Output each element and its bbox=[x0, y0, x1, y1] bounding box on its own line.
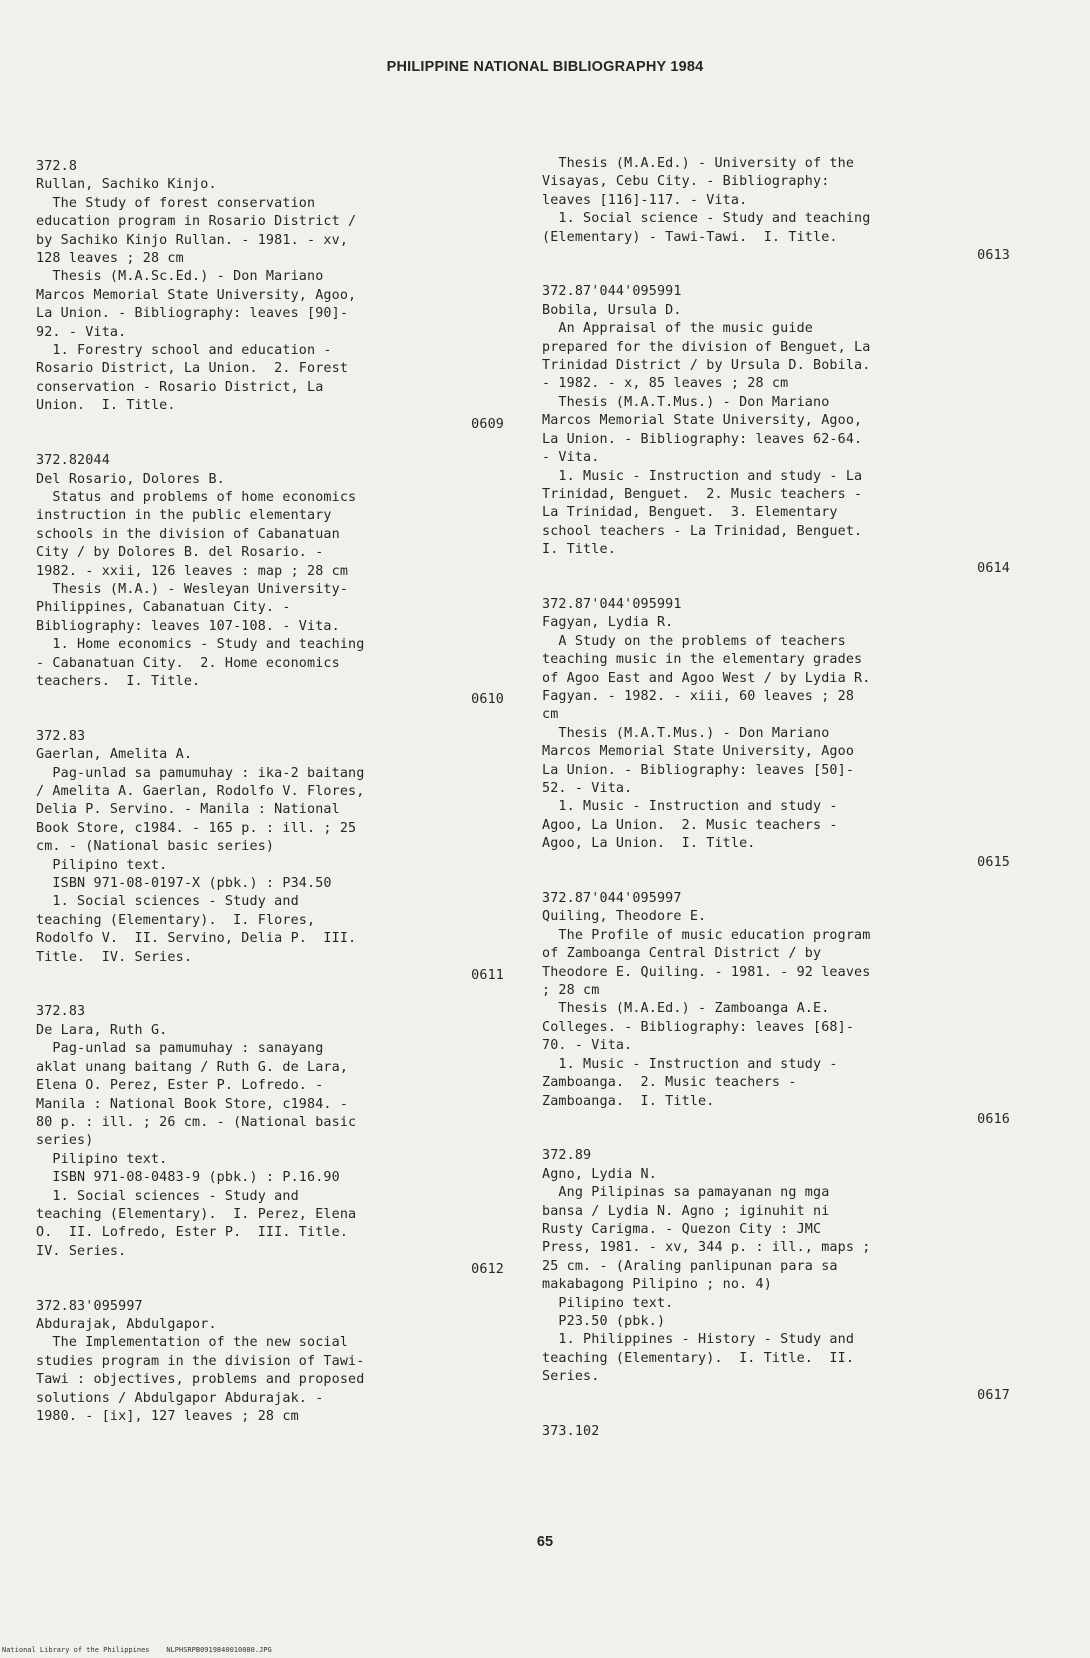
entry-text-line: 92. - Vita. bbox=[36, 324, 127, 340]
entry-text-line: Thesis (M.A.Sc.Ed.) - Don Mariano bbox=[36, 269, 324, 285]
entry-text-line: City / by Dolores B. del Rosario. - bbox=[36, 545, 324, 561]
entry-text-line: La Union. - Bibliography: leaves 62-64. bbox=[542, 431, 863, 447]
entry-text-line: I. Title. bbox=[542, 542, 616, 558]
entry-text-line: school teachers - La Trinidad, Benguet. bbox=[542, 523, 863, 539]
entry-text-line: of Zamboanga Central District / by bbox=[542, 946, 822, 962]
bibliography-entry bbox=[542, 890, 1012, 1129]
bibliography-entry bbox=[542, 283, 1012, 578]
entry-text-line: La Trinidad, Benguet. 3. Elementary bbox=[542, 505, 838, 521]
entry-text-line: Bibliography: leaves 107-108. - Vita. bbox=[36, 618, 340, 634]
class-number: 372.83 bbox=[36, 728, 86, 744]
entry-text-line: Theodore E. Quiling. - 1981. - 92 leaves bbox=[542, 964, 871, 980]
bibliography-entry bbox=[542, 596, 1012, 872]
bibliography-entry bbox=[542, 1147, 1012, 1405]
entry-text-line: La Union. - Bibliography: leaves [90]- bbox=[36, 306, 349, 322]
class-number: 372.82044 bbox=[36, 453, 110, 469]
right-column bbox=[542, 155, 1012, 1441]
entry-text-line: 70. - Vita. bbox=[542, 1038, 633, 1054]
bibliography-entry bbox=[36, 728, 506, 986]
entry-text-line: An Appraisal of the music guide bbox=[542, 321, 813, 337]
entry-text-line: Trinidad, Benguet. 2. Music teachers - bbox=[542, 486, 863, 502]
entry-text-line: Fagyan. - 1982. - xiii, 60 leaves ; 28 bbox=[542, 688, 855, 704]
entry-text-line: of Agoo East and Agoo West / by Lydia R. bbox=[542, 670, 871, 686]
entry-author: Quiling, Theodore E. bbox=[542, 909, 707, 925]
page-number: 65 bbox=[536, 1534, 554, 1550]
entry-text-line: instruction in the public elementary bbox=[36, 508, 332, 524]
entry-text-line: Rodolfo V. II. Servino, Delia P. III. bbox=[36, 931, 357, 947]
entry-text-line: La Union. - Bibliography: leaves [50]- bbox=[542, 762, 855, 778]
entry-text-line: Thesis (M.A.) - Wesleyan University- bbox=[36, 581, 349, 597]
entry-text-line: Thesis (M.A.T.Mus.) - Don Mariano bbox=[542, 394, 830, 410]
entry-text-line: prepared for the division of Benguet, La bbox=[542, 339, 871, 355]
entry-text-line: 1. Music - Instruction and study - bbox=[542, 1056, 838, 1072]
entry-number: 0614 bbox=[977, 560, 1010, 576]
entry-text-line: schools in the division of Cabanatuan bbox=[36, 526, 340, 542]
entry-text-line: cm bbox=[542, 707, 559, 723]
entry-number: 0615 bbox=[977, 854, 1010, 870]
entry-text-line: Book Store, c1984. - 165 p. : ill. ; 25 bbox=[36, 820, 357, 836]
entry-text-line: Pilipino text. bbox=[36, 857, 168, 873]
entry-text-line: Rusty Carigma. - Quezon City : JMC bbox=[542, 1221, 822, 1237]
class-number: 372.83 bbox=[36, 1004, 86, 1020]
entry-text-line: - Cabanatuan City. 2. Home economics bbox=[36, 655, 340, 671]
entry-text-line: The Profile of music education program bbox=[542, 927, 871, 943]
entry-author: De Lara, Ruth G. bbox=[36, 1022, 168, 1038]
entry-text-line: - Vita. bbox=[542, 450, 600, 466]
entry-text-line: 1. Music - Instruction and study - bbox=[542, 799, 838, 815]
bibliography-entry bbox=[542, 155, 1012, 265]
entry-text-line: education program in Rosario District / bbox=[36, 214, 357, 230]
entry-text-line: 1. Music - Instruction and study - La bbox=[542, 468, 863, 484]
entry-text-line: IV. Series. bbox=[36, 1243, 127, 1259]
entry-text-line: Philippines, Cabanatuan City. - bbox=[36, 600, 291, 616]
entry-author: Rullan, Sachiko Kinjo. bbox=[36, 177, 217, 193]
entry-text-line: Series. bbox=[542, 1369, 600, 1385]
entry-text-line: Pag-unlad sa pamumuhay : ika-2 baitang bbox=[36, 765, 365, 781]
entry-text-line: Title. IV. Series. bbox=[36, 949, 193, 965]
entry-text-line: Ang Pilipinas sa pamayanan ng mga bbox=[542, 1185, 830, 1201]
entry-text-line: teaching (Elementary). I. Perez, Elena bbox=[36, 1206, 357, 1222]
entry-number: 0610 bbox=[471, 692, 504, 708]
entry-text-line: solutions / Abdulgapor Abdurajak. - bbox=[36, 1390, 324, 1406]
entry-text-line: ISBN 971-08-0483-9 (pbk.) : P.16.90 bbox=[36, 1170, 340, 1186]
class-number: 372.83'095997 bbox=[36, 1298, 143, 1314]
entry-number: 0616 bbox=[977, 1111, 1010, 1127]
entry-text-line: (Elementary) - Tawi-Tawi. I. Title. bbox=[542, 229, 838, 245]
entry-author: Abdurajak, Abdulgapor. bbox=[36, 1316, 217, 1332]
entry-text-line: 1982. - xxii, 126 leaves : map ; 28 cm bbox=[36, 563, 349, 579]
entry-author: Del Rosario, Dolores B. bbox=[36, 471, 225, 487]
entry-text-line: ISBN 971-08-0197-X (pbk.) : P34.50 bbox=[36, 876, 332, 892]
entry-author: Fagyan, Lydia R. bbox=[542, 615, 674, 631]
entry-text-line: 1. Social science - Study and teaching bbox=[542, 211, 871, 227]
entry-text-line: P23.50 (pbk.) bbox=[542, 1313, 666, 1329]
entry-text-line: teaching (Elementary). I. Flores, bbox=[36, 912, 316, 928]
left-column bbox=[36, 158, 506, 1444]
entry-text-line: Status and problems of home economics bbox=[36, 489, 357, 505]
class-number: 372.8 bbox=[36, 159, 78, 174]
entry-text-line: A Study on the problems of teachers bbox=[542, 633, 846, 649]
entry-text-line: 1. Forestry school and education - bbox=[36, 343, 332, 359]
entry-text-line: Visayas, Cebu City. - Bibliography: bbox=[542, 174, 830, 190]
entry-text-line: cm. - (National basic series) bbox=[36, 839, 275, 855]
page-title: PHILIPPINE NATIONAL BIBLIOGRAPHY 1984 bbox=[386, 59, 704, 75]
entry-text-line: Marcos Memorial State University, Agoo bbox=[542, 744, 855, 760]
entry-text-line: Colleges. - Bibliography: leaves [68]- bbox=[542, 1019, 855, 1035]
entry-text-line: Thesis (M.A.Ed.) - Zamboanga A.E. bbox=[542, 1001, 830, 1017]
entry-text-line: 1. Philippines - History - Study and bbox=[542, 1332, 855, 1348]
class-number: 372.89 bbox=[542, 1148, 592, 1164]
entry-text-line: Rosario District, La Union. 2. Forest bbox=[36, 361, 349, 377]
entry-text-line: Elena O. Perez, Ester P. Lofredo. - bbox=[36, 1078, 324, 1094]
entry-text-line: The Implementation of the new social bbox=[36, 1335, 349, 1351]
entry-text-line: makabagong Pilipino ; no. 4) bbox=[542, 1277, 772, 1293]
entry-text-line: 1. Social sciences - Study and bbox=[36, 1188, 299, 1204]
entry-text-line: 80 p. : ill. ; 26 cm. - (National basic bbox=[36, 1114, 357, 1130]
bibliography-entry bbox=[36, 1298, 506, 1427]
entry-text-line: Manila : National Book Store, c1984. - bbox=[36, 1096, 349, 1112]
entry-number: 0613 bbox=[977, 248, 1010, 264]
entry-text-line: Agoo, La Union. I. Title. bbox=[542, 836, 756, 852]
scan-credit: National Library of the Philippines NLPHSRPB0919840010080.JPG bbox=[2, 1646, 272, 1654]
entry-text-line: Pilipino text. bbox=[542, 1295, 674, 1311]
entry-text-line: teachers. I. Title. bbox=[36, 673, 201, 689]
bibliography-entry bbox=[36, 1003, 506, 1279]
entry-text-line: Union. I. Title. bbox=[36, 398, 176, 414]
entry-text-line: 128 leaves ; 28 cm bbox=[36, 251, 184, 267]
entry-number: 0609 bbox=[471, 416, 504, 432]
entry-text-line: conservation - Rosario District, La bbox=[36, 379, 324, 395]
entry-author: Bobila, Ursula D. bbox=[542, 302, 682, 318]
entry-text-line: 1980. - [ix], 127 leaves ; 28 cm bbox=[36, 1409, 299, 1424]
entry-author: Gaerlan, Amelita A. bbox=[36, 747, 193, 763]
entry-text-line: Trinidad District / by Ursula D. Bobila. bbox=[542, 358, 871, 374]
entry-text-line: ; 28 cm bbox=[542, 983, 600, 999]
class-number: 372.87'044'095991 bbox=[542, 284, 682, 300]
entry-text-line: aklat unang baitang / Ruth G. de Lara, bbox=[36, 1059, 349, 1075]
entry-text-line: bansa / Lydia N. Agno ; iginuhit ni bbox=[542, 1203, 830, 1219]
bibliography-entry bbox=[36, 452, 506, 710]
entry-text-line: Agoo, La Union. 2. Music teachers - bbox=[542, 817, 838, 833]
entry-text-line: The Study of forest conservation bbox=[36, 195, 316, 211]
entry-author: Agno, Lydia N. bbox=[542, 1166, 657, 1182]
entry-text-line: Zamboanga. I. Title. bbox=[542, 1093, 715, 1109]
entry-text-line: 1. Home economics - Study and teaching bbox=[36, 637, 365, 653]
class-number: 372.87'044'095997 bbox=[542, 891, 682, 907]
entry-text-line: 52. - Vita. bbox=[542, 781, 633, 796]
entry-text-line: Marcos Memorial State University, Agoo, bbox=[36, 287, 357, 303]
bibliography-entry bbox=[36, 158, 506, 434]
entry-text-line: Delia P. Servino. - Manila : National bbox=[36, 802, 340, 818]
class-number: 373.102 bbox=[542, 1424, 600, 1439]
entry-number: 0617 bbox=[977, 1387, 1010, 1403]
class-number: 372.87'044'095991 bbox=[542, 596, 682, 612]
entry-text-line: Tawi : objectives, problems and proposed bbox=[36, 1372, 365, 1388]
entry-text-line: Pilipino text. bbox=[36, 1151, 168, 1167]
entry-text-line: Thesis (M.A.Ed.) - University of the bbox=[542, 156, 855, 171]
entry-text-line: 25 cm. - (Araling panlipunan para sa bbox=[542, 1258, 838, 1274]
entry-text-line: O. II. Lofredo, Ester P. III. Title. bbox=[36, 1225, 349, 1241]
entry-number: 0611 bbox=[471, 968, 504, 984]
entry-text-line: Marcos Memorial State University, Agoo, bbox=[542, 413, 863, 429]
entry-text-line: teaching (Elementary). I. Title. II. bbox=[542, 1350, 855, 1366]
entry-text-line: Thesis (M.A.T.Mus.) - Don Mariano bbox=[542, 725, 830, 741]
entry-text-line: by Sachiko Kinjo Rullan. - 1981. - xv, bbox=[36, 232, 349, 248]
entry-text-line: / Amelita A. Gaerlan, Rodolfo V. Flores, bbox=[36, 784, 365, 799]
entry-text-line: 1. Social sciences - Study and bbox=[36, 894, 299, 910]
entry-text-line: Press, 1981. - xv, 344 p. : ill., maps ; bbox=[542, 1240, 871, 1256]
entry-text-line: Zamboanga. 2. Music teachers - bbox=[542, 1075, 797, 1091]
entry-number: 0612 bbox=[471, 1262, 504, 1278]
entry-text-line: teaching music in the elementary grades bbox=[542, 652, 863, 668]
entry-text-line: Pag-unlad sa pamumuhay : sanayang bbox=[36, 1041, 324, 1057]
entry-text-line: - 1982. - x, 85 leaves ; 28 cm bbox=[542, 376, 789, 392]
entry-text-line: leaves [116]-117. - Vita. bbox=[542, 192, 748, 208]
entry-text-line: series) bbox=[36, 1133, 94, 1149]
entry-text-line: studies program in the division of Tawi- bbox=[36, 1353, 365, 1369]
